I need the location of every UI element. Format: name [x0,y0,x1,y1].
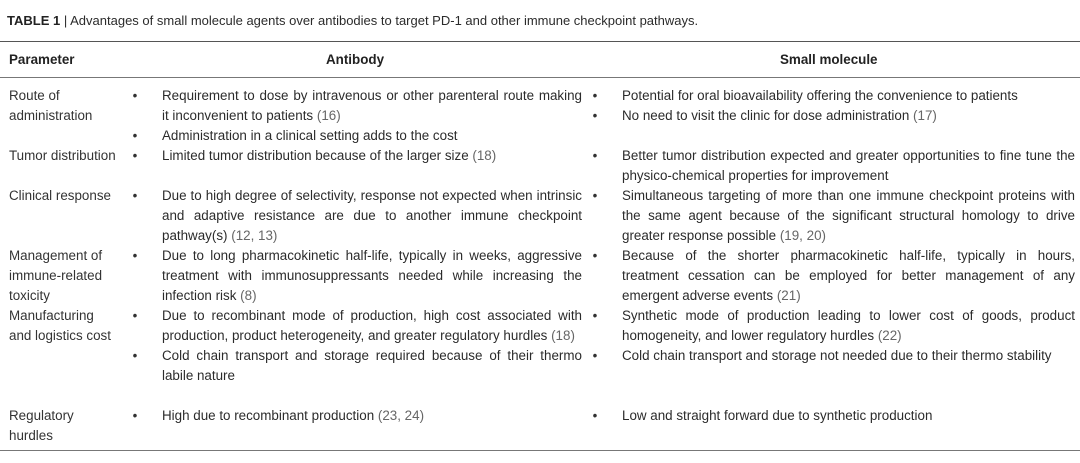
bullet-icon: • [592,88,598,103]
bullet-item [590,306,1075,346]
small-molecule-cell [590,86,1075,126]
citation-ref: (18) [551,328,575,343]
bullet-text [622,186,1075,246]
bullet-item [130,86,582,126]
citation-ref: (21) [776,288,801,303]
bullet-icon: • [132,308,138,323]
bullet-icon: • [592,348,598,363]
bullet-main-text: No need to visit the clinic for dose administration [622,108,910,123]
row-parameter: Clinical response [9,188,111,203]
bullet-item [590,86,1075,106]
bullet-text [162,406,582,426]
bullet-icon: • [132,248,138,263]
small-molecule-cell [590,406,1075,426]
bullet-text [162,346,582,386]
row-parameter: Tumor distribution [9,148,116,163]
bullet-icon: • [592,108,598,123]
bullet-main-text: Requirement to dose by intravenous or other parenteral route making it inconvenient to patients [162,88,582,123]
bullet-main-text: Due to long pharmacokinetic half-life, typically in weeks, aggressive treatment with immunosuppressants needed while increasing the infection risk [162,248,582,303]
antibody-cell [130,306,582,386]
bullet-text [622,306,1075,346]
antibody-cell [130,186,582,246]
bullet-main-text: High due to recombinant production [162,408,375,423]
antibody-cell [130,86,582,146]
bullet-main-text: Cold chain transport and storage required because of their thermo labile nature [162,348,582,383]
bullet-item [130,346,582,386]
bullet-icon: • [592,148,598,163]
citation-ref: (22) [877,328,902,343]
citation-ref: (12, 13) [231,228,278,243]
bullet-icon: • [132,348,138,363]
bullet-item [130,306,582,346]
bullet-main-text: Cold chain transport and storage not needed due to their thermo stability [622,348,1052,363]
bullet-main-text: Low and straight forward due to synthetic production [622,408,933,423]
bullet-text [622,146,1075,186]
antibody-cell [130,146,582,166]
citation-ref: (18) [472,148,497,163]
bottom-rule [0,450,1080,451]
bullet-item [130,146,582,166]
bullet-icon: • [592,248,598,263]
bullet-icon: • [592,308,598,323]
antibody-cell [130,406,582,426]
small-molecule-cell [590,306,1075,366]
bullet-text [622,406,1075,426]
citation-ref: (8) [240,288,257,303]
bullet-text [622,246,1075,306]
table-caption [7,11,698,31]
row-parameter: Route of administration [9,88,93,123]
small-molecule-cell [590,146,1075,186]
bullet-main-text: Because of the shorter pharmacokinetic half-life, typically in hours, treatment cessation can be employed for better management of any emergent adverse events [622,248,1075,303]
bullet-item [590,146,1075,186]
bullet-text [162,86,582,126]
bullet-main-text: Due to high degree of selectivity, response not expected when intrinsic and adaptive resistance are due to another immune checkpoint pathway(s) [162,188,582,243]
top-rule [0,41,1080,42]
caption-separator: | [63,13,68,28]
bullet-main-text: Limited tumor distribution because of the larger size [162,148,469,163]
row-parameter: Regulatory hurdles [9,408,74,443]
citation-ref: (19, 20) [779,228,826,243]
row-parameter: Manufacturing and logistics cost [9,308,111,343]
citation-ref: (17) [913,108,937,123]
small-molecule-cell [590,246,1075,306]
bullet-main-text: Simultaneous targeting of more than one immune checkpoint proteins with the same agent because of the significant structural homology to drive greater response possible [622,188,1075,243]
bullet-item [130,186,582,246]
bullet-item [590,346,1075,366]
bullet-icon: • [592,408,598,423]
bullet-item [130,246,582,306]
bullet-item [130,126,582,146]
bullet-icon: • [132,148,138,163]
bullet-main-text: Potential for oral bioavailability offering the convenience to patients [622,88,1018,103]
bullet-icon: • [132,88,138,103]
header-small-molecule: Small molecule [780,52,878,67]
bullet-main-text: Better tumor distribution expected and greater opportunities to fine tune the physico-chemical properties for improvement [622,148,1075,183]
antibody-cell [130,246,582,306]
bullet-text [162,146,582,166]
caption-text: Advantages of small molecule agents over antibodies to target PD-1 and other immune checkpoint pathways. [70,13,699,28]
bullet-text [622,346,1075,366]
header-parameter: Parameter [9,52,75,67]
bullet-icon: • [132,408,138,423]
bullet-text [162,186,582,246]
bullet-text [622,86,1075,106]
bullet-item [590,186,1075,246]
table-label: TABLE 1 [7,13,61,28]
bullet-icon: • [592,188,598,203]
citation-ref: (23, 24) [377,408,425,423]
bullet-main-text: Synthetic mode of production leading to lower cost of goods, product homogeneity, and lower regulatory hurdles [622,308,1075,343]
bullet-text [162,246,582,306]
bullet-item [590,406,1075,426]
bullet-item [590,246,1075,306]
small-molecule-cell [590,186,1075,246]
header-rule [0,77,1080,78]
bullet-text [162,306,582,346]
bullet-icon: • [132,188,138,203]
bullet-main-text: Due to recombinant mode of production, high cost associated with production, product heterogeneity, and greater regulatory hurdles [162,308,582,343]
bullet-main-text: Administration in a clinical setting adds to the cost [162,128,458,143]
header-antibody: Antibody [326,52,385,67]
bullet-text [622,106,1075,126]
bullet-item [130,406,582,426]
bullet-icon: • [132,128,138,143]
row-parameter: Management of immune-related toxicity [9,248,103,303]
bullet-text [162,126,582,146]
citation-ref: (16) [316,108,341,123]
bullet-item [590,106,1075,126]
